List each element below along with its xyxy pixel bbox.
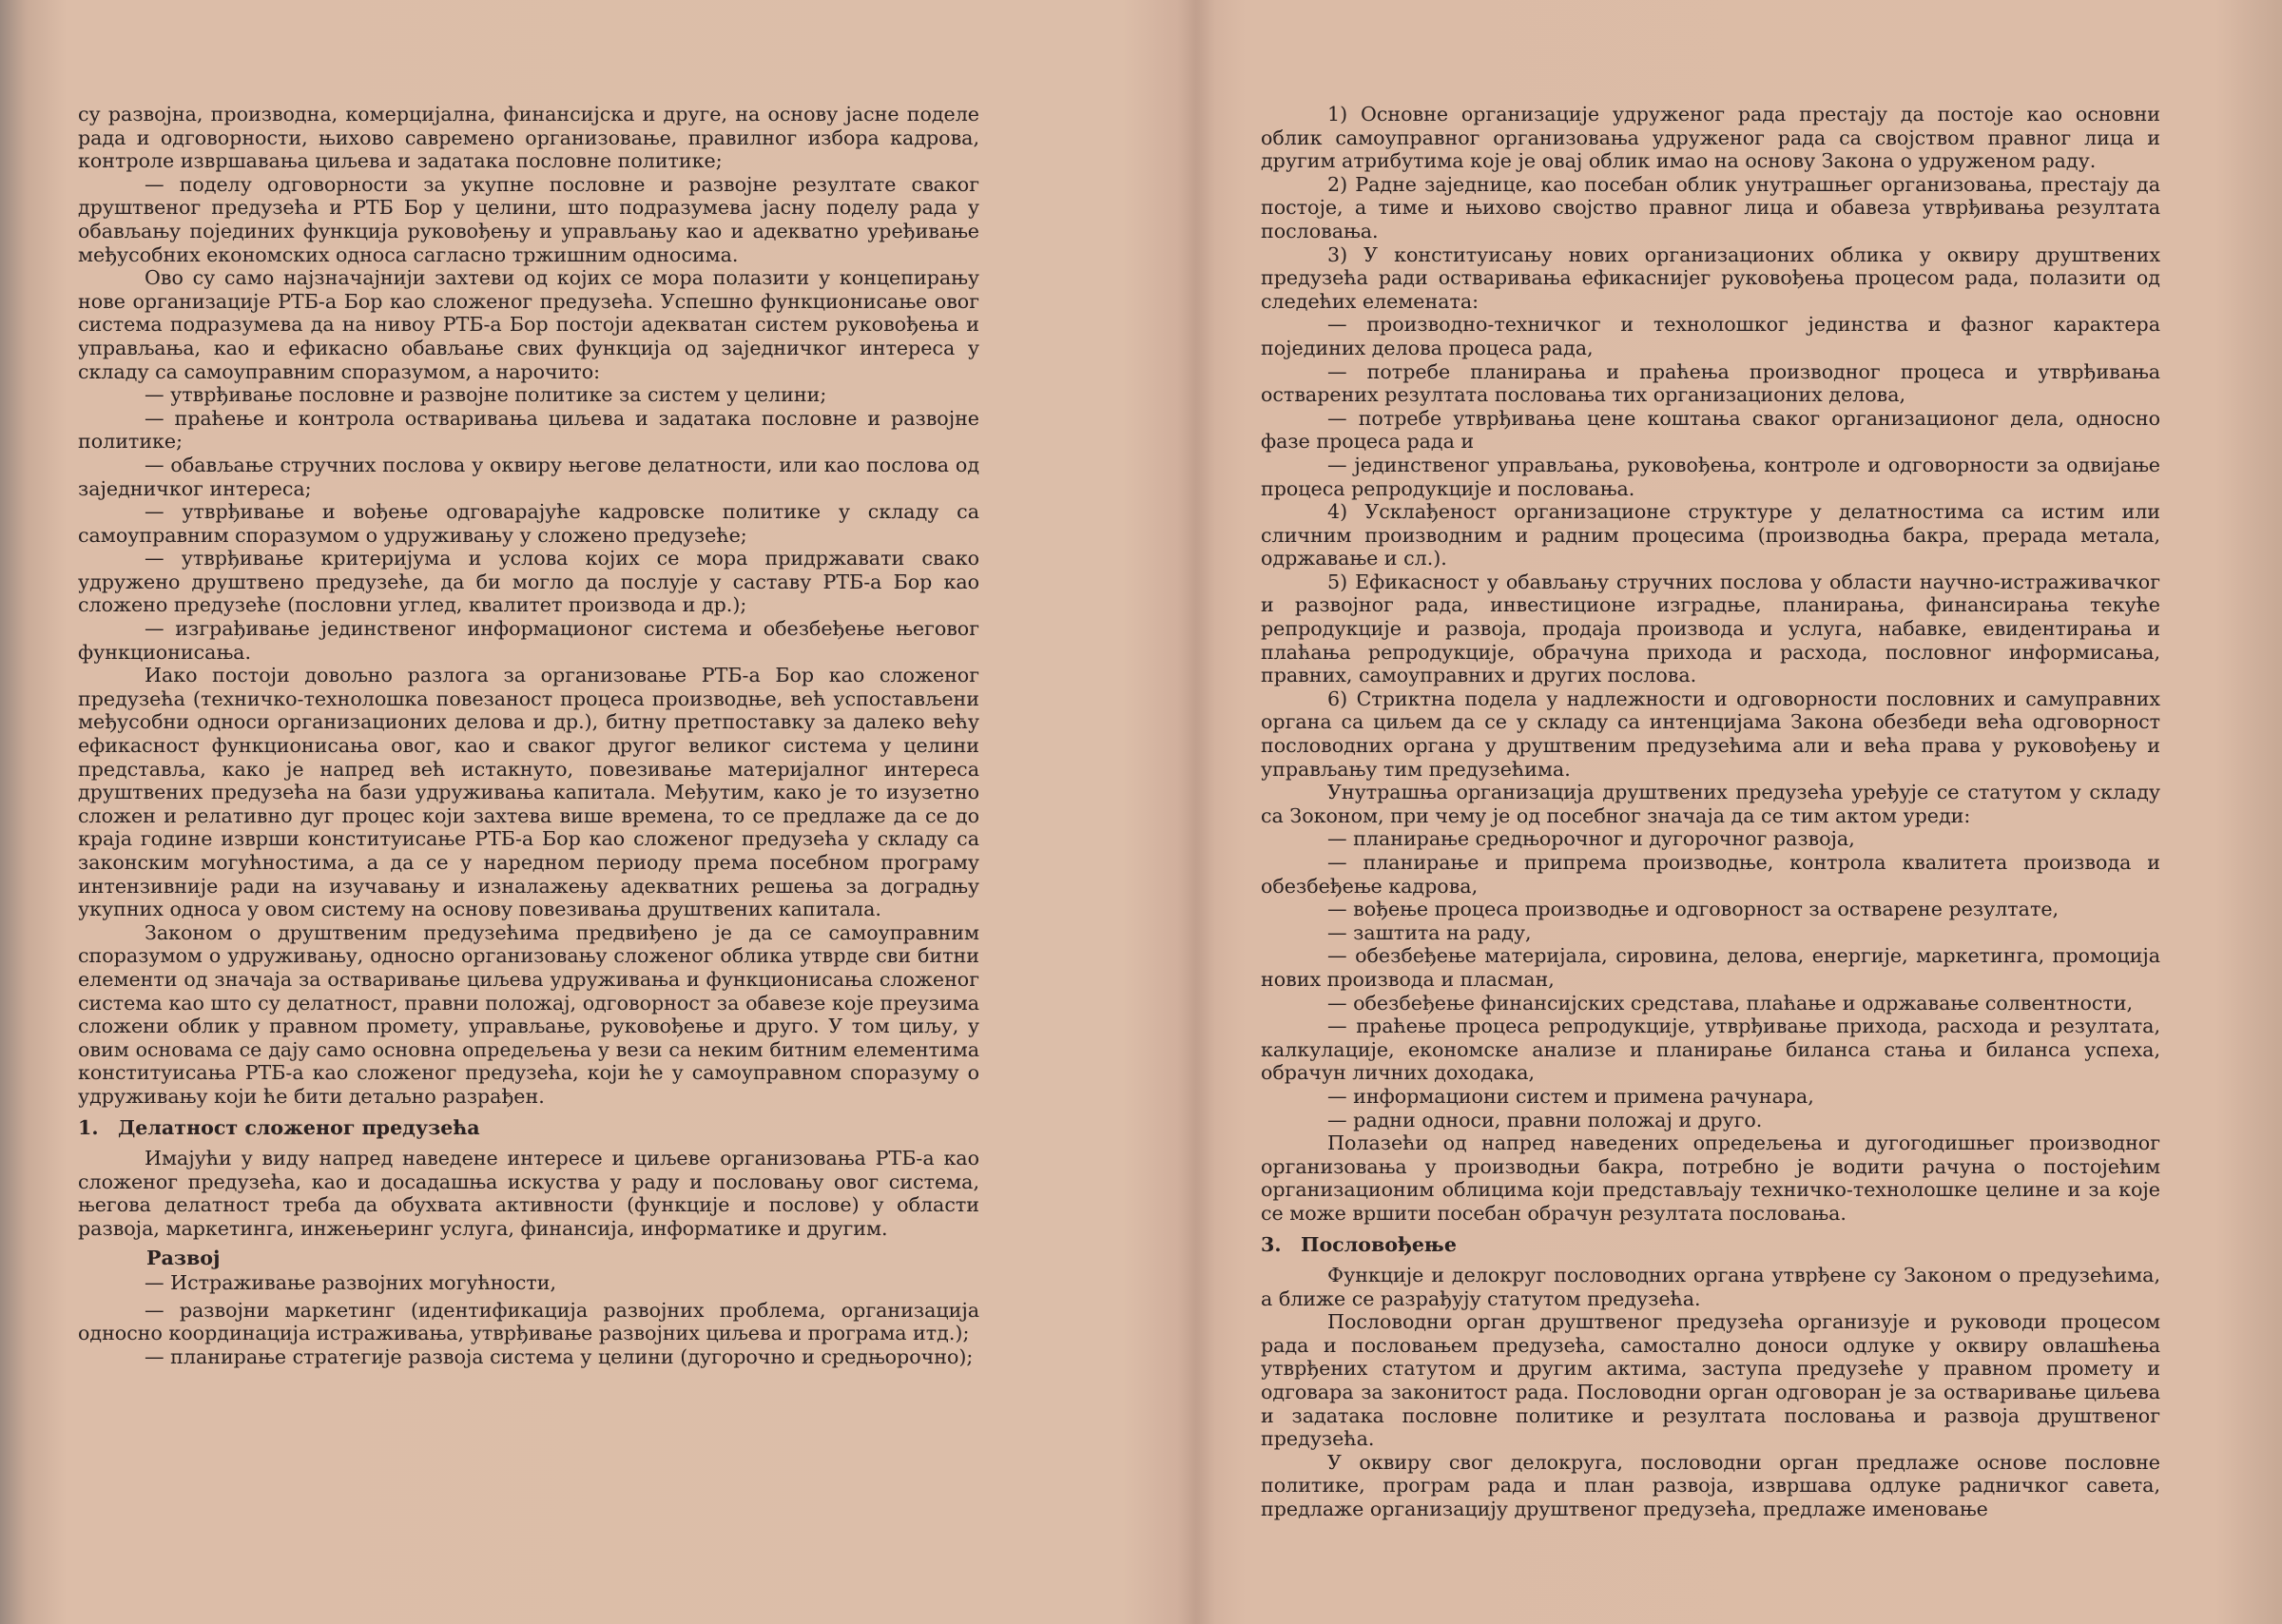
- paragraph: Полазећи од напред наведених опредељења и дугогодишњег производног организовања у производњи бакра, потребно је водити рачуна о постојећим организационим облицима који представљају техничко-технолошке целине и за које се може вршити посебан обрачун резултата пословања.: [1261, 1131, 2160, 1225]
- bullet-item: — Истраживање развојних могућности,: [145, 1271, 557, 1295]
- numbered-item: 5) Ефикасност у обављању стручних послова у области научно-истраживачког и развојног рада, инвестиционе изградње, планирања, финансирања текуће репродукције и развоја, продаја производа и услуга, набавке, евидентирања и плаћања репродукције, обрачуна прихода и расхода, пословног информисања, правних, самоуправних и других послова.: [1261, 570, 2160, 687]
- paragraph: Функције и делокруг пословодних органа утврђене су Законом о предузећима, а ближе се разрађују статутом предузећа.: [1261, 1264, 2160, 1310]
- section-number: 1.: [78, 1115, 99, 1139]
- paragraph: Иако постоји довољно разлога за организовање РТБ-а Бор као сложеног предузећа (техничко-технолошка повезаност процеса производње, већ успостављени међусобни односи организационих делова и др.), битну претпоставку за далеко већу ефикасност функционисања овог, као и сваког другог великог система у целини представља, како је напред већ истакнуто, повезивање материјалног интереса друштвених предузећа на бази удруживања капитала. Међутим, како је то изузетно сложен и релативно дуг процес који захтева више времена, то се предлаже да се до краја године изврши конституисање РТБ-а Бор као сложеног предузећа у складу са законским могућностима, а да се у наредном периоду према посебном програму интензивније ради на изучавању и изналажењу адекватних решења за доградњу укупних односа у овом систему на основу повезивања друштвених капитала.: [78, 664, 979, 921]
- paragraph: Имајући у виду напред наведене интересе и циљеве организовања РТБ-а као сложеног предузећа, као и досадашња искуства у раду и пословању овог система, његова делатност треба да обухвата активности (функције и послове) у области развоја, маркетинга, инжењеринг услуга, финансија, информатике и другим.: [78, 1147, 979, 1240]
- paragraph: Законом о друштвеним предузећима предвиђено је да се самоуправним споразумом о удруживању, односно организовању сложеног облика утврде сви битни елементи од значаја за остваривање циљева удруживања и функционисања сложеног система као што су делатност, правни положај, одговорност за обавезе које преузима сложени облик у правном промету, управљање, руковођење и друго. У том циљу, у овим основама се дају само основна опредељења у вези са неким битним елементима конституисања РТБ-а као сложеног предузећа, који ће у самоуправном споразуму о удруживању који ће бити детаљно разрађен.: [78, 920, 979, 1108]
- bullet-item: — утврђивање критеријума и услова којих се мора придржавати свако удружено друштвено предузеће, да би могло да послује у саставу РТБ-а Бор као сложено предузеће (пословни углед, квалитет производа и др.);: [78, 547, 979, 617]
- bullet-item: — потребе планирања и праћења производног процеса и утврђивања остварених резултата пословања тих организационих делова,: [1261, 359, 2160, 407]
- numbered-item: 4) Усклађеност организационе структуре у делатностима са истим или сличним производним и радним процесима (производња бакра, прерада метала, одржавање и сл.).: [1261, 500, 2160, 570]
- bullet-item: — потребе утврђивања цене коштања сваког организационог дела, односно фазе процеса рада и: [1261, 406, 2160, 454]
- paragraph: су развојна, производна, комерцијална, финансијска и друге, на основу јасне поделе рада и одговорности, њихово савремено организовање, правилног избора кадрова, контроле извршавања циљева и задатака пословне политике;: [78, 103, 979, 173]
- bullet-item: — обезбеђење материјала, сировина, делова, енергије, маркетинга, промоција нових производа и пласман,: [1261, 944, 2160, 991]
- paragraph: Унутрашња организација друштвених предузећа уређује се статутом у складу са Зоконом, при чему је од посебног значаја да се тим актом уреди:: [1261, 781, 2160, 827]
- bullet-item: — планирање средњорочног и дугорочног развоја,: [1327, 827, 1855, 851]
- section-title: Делатност сложеног предузећа: [118, 1115, 480, 1139]
- bullet-item: — поделу одговорности за укупне пословне и развојне резултате сваког друштвеног предузећа и РТБ Бор у целини, што подразумева јасну поделу рада у обављању појединих функција руковођењу и управљању као и адекватно уређивање међусобних економских односа сагласно тржишним односима.: [78, 172, 979, 266]
- bullet-item: — праћење процеса репродукције, утврђивање прихода, расхода и резултата, калкулације, економске анализе и планирање биланса стања и биланса успеха, обрачун личних доходака,: [1261, 1015, 2160, 1085]
- bullet-item: — обављање стручних послова у оквиру његове делатности, или као послова од заједничког интереса;: [78, 453, 979, 500]
- bullet-item: — заштита на раду,: [1327, 920, 1532, 944]
- section-heading-1: [78, 1116, 979, 1140]
- paragraph: У оквиру свог делокруга, пословодни орган предлаже основе пословне политике, програм рада и план развоја, извршава одлуке радничког савета, предлаже организацију друштвеног предузећа, предлаже именовање: [1261, 1450, 2160, 1521]
- numbered-item: 1) Основне организације удруженог рада престају да постоје као основни облик самоуправног организовања удруженог рада са својством правног лица и другим атрибутима које је овај облик имао на основу Закона о удруженом раду.: [1261, 103, 2160, 173]
- bullet-item: — планирање стратегије развоја система у целини (дугорочно и средњорочно);: [145, 1344, 974, 1368]
- bullet-item: — утврђивање и вођење одговарајуће кадровске политике у складу са самоуправним споразумом о удруживању у сложено предузеће;: [78, 500, 979, 547]
- bullet-item: — радни односи, правни положај и друго.: [1327, 1108, 1763, 1131]
- bullet-item: — вођење процеса производње и одговорност за остварене резултате,: [1327, 898, 2060, 921]
- section-number: 3.: [1261, 1232, 1282, 1256]
- bullet-item: — планирање и припрема производње, контрола квалитета производа и обезбеђење кадрова,: [1261, 851, 2160, 898]
- bullet-item: — развојни маркетинг (идентификација развојних проблема, организација односно координација истраживања, утврђивање развојних циљева и програма итд.);: [78, 1298, 979, 1345]
- paragraph: Ово су само најзначајнији захтеви од којих се мора полазити у концепирању нове организације РТБ-а Бор као сложеног предузећа. Успешно функционисање овог система подразумева да на нивоу РТБ-а Бор постоји адекватан систем руковођења и управљања, као и ефикасно обављање свих функција од заједничког интереса у складу са самоуправним споразумом, а нарочито:: [78, 266, 979, 383]
- section-title: Пословођење: [1301, 1232, 1457, 1256]
- numbered-item: 6) Стриктна подела у надлежности и одговорности пословних и самуправних органа са циљем да се у складу са интенцијама Закона обезбеди већа одговорност пословодних органа у друштвеним предузећима али и већа права у руковођењу и управљању тим предузећима.: [1261, 686, 2160, 781]
- bullet-item: — информациони систем и примена рачунара,: [1327, 1084, 1814, 1108]
- bullet-item: — производно-техничког и технолошког јединства и фазног карактера појединих делова процеса рада,: [1261, 313, 2160, 359]
- numbered-item: 3) У конституисању нових организационих облика у оквиру друштвених предузећа ради остваривања ефикаснијег руковођења процесом рада, полазити од следећих елемената:: [1261, 242, 2160, 313]
- section-heading-3: [1261, 1233, 2160, 1257]
- paragraph: Пословодни орган друштвеног предузећа организује и руководи процесом рада и пословањем предузећа, самостално доноси одлуке у оквиру овлашћења утврђених статутом и другим актима, заступа предузеће у правном промету и одговара за законитост рада. Пословодни орган одговоран је за остваривање циљева и задатака пословне политике и резултата пословања и развоја друштвеног предузећа.: [1261, 1310, 2160, 1451]
- bullet-item: — обезбеђење финансијских средстава, плаћање и одржавање солвентности,: [1327, 991, 2134, 1015]
- page-gutter: [1177, 0, 1215, 1624]
- bullet-item: — јединственог управљања, руковођења, контроле и одговорности за одвијање процеса репродукције и пословања.: [1261, 453, 2160, 500]
- bullet-item: — утврђивање пословне и развојне политике за систем у целини;: [145, 383, 827, 407]
- bullet-item: — изграђивање јединственог информационог система и обезбеђење његовог функционисања.: [78, 617, 979, 664]
- right-page-column: [1261, 103, 2160, 1624]
- numbered-item: 2) Радне заједнице, као посебан облик унутрашњег организовања, престају да постоје, а тиме и њихово својство правног лица и обавеза утврђивања резултата пословања.: [1261, 172, 2160, 242]
- left-page-column: [78, 103, 979, 1624]
- bullet-item: — праћење и контрола остваривања циљева и задатака пословне и развојне политике;: [78, 406, 979, 454]
- subsection-heading: Развој: [146, 1246, 221, 1269]
